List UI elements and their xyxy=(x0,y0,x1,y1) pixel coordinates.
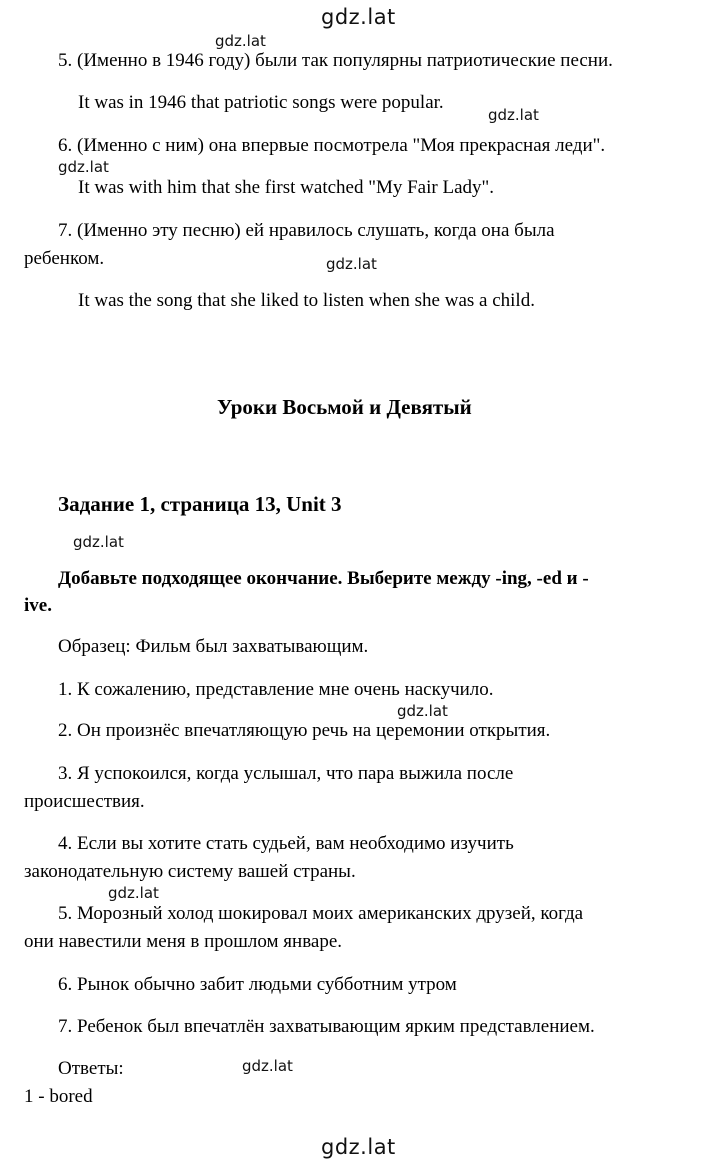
sentence-7-english: It was the song that she liked to listen when she was a child. xyxy=(78,290,535,311)
example-sentence: Образец: Фильм был захватывающим. xyxy=(58,636,369,657)
watermark: gdz.lat xyxy=(108,884,159,902)
sentence-5-russian: 5. (Именно в 1946 году) были так популярны патриотические песни. xyxy=(58,50,613,71)
sentence-5-english: It was in 1946 that patriotic songs were popular. xyxy=(78,92,444,113)
sentence-7-russian-line-2: ребенком. xyxy=(24,248,105,269)
watermark: gdz.lat xyxy=(488,106,539,124)
sentence-6-english: It was with him that she first watched "My Fair Lady". xyxy=(78,177,495,198)
item-6: 6. Рынок обычно забит людьми субботним утром xyxy=(58,974,457,995)
watermark: gdz.lat xyxy=(242,1057,293,1075)
answer-1: 1 - bored xyxy=(24,1086,93,1107)
item-1: 1. К сожалению, представление мне очень наскучило. xyxy=(58,679,494,700)
watermark: gdz.lat xyxy=(73,533,124,551)
sentence-6-russian: 6. (Именно с ним) она впервые посмотрела "Моя прекрасная леди". xyxy=(58,135,606,156)
answers-label: Ответы: xyxy=(58,1058,124,1079)
item-7: 7. Ребенок был впечатлён захватывающим ярким представлением. xyxy=(58,1016,595,1037)
task-title: Задание 1, страница 13, Unit 3 xyxy=(58,492,342,516)
item-3-line-1: 3. Я успокоился, когда услышал, что пара выжила после xyxy=(58,763,514,784)
watermark-top: gdz.lat xyxy=(321,5,396,29)
watermark-bottom: gdz.lat xyxy=(321,1135,396,1159)
item-4-line-1: 4. Если вы хотите стать судьей, вам необходимо изучить xyxy=(58,833,514,854)
sentence-7-russian-line-1: 7. (Именно эту песню) ей нравилось слушать, когда она была xyxy=(58,220,555,241)
section-title: Уроки Восьмой и Девятый xyxy=(217,395,472,419)
item-3-line-2: происшествия. xyxy=(24,791,145,812)
watermark: gdz.lat xyxy=(397,702,448,720)
task-instruction-line-1: Добавьте подходящее окончание. Выберите между -ing, -ed и - xyxy=(58,568,589,589)
item-5-line-2: они навестили меня в прошлом январе. xyxy=(24,931,343,952)
task-instruction-line-2: ive. xyxy=(24,595,52,616)
watermark: gdz.lat xyxy=(326,255,377,273)
item-5-line-1: 5. Морозный холод шокировал моих американских друзей, когда xyxy=(58,903,584,924)
item-4-line-2: законодательную систему вашей страны. xyxy=(24,861,356,882)
watermark: gdz.lat xyxy=(215,32,266,50)
watermark: gdz.lat xyxy=(58,158,109,176)
item-2: 2. Он произнёс впечатляющую речь на церемонии открытия. xyxy=(58,720,551,741)
